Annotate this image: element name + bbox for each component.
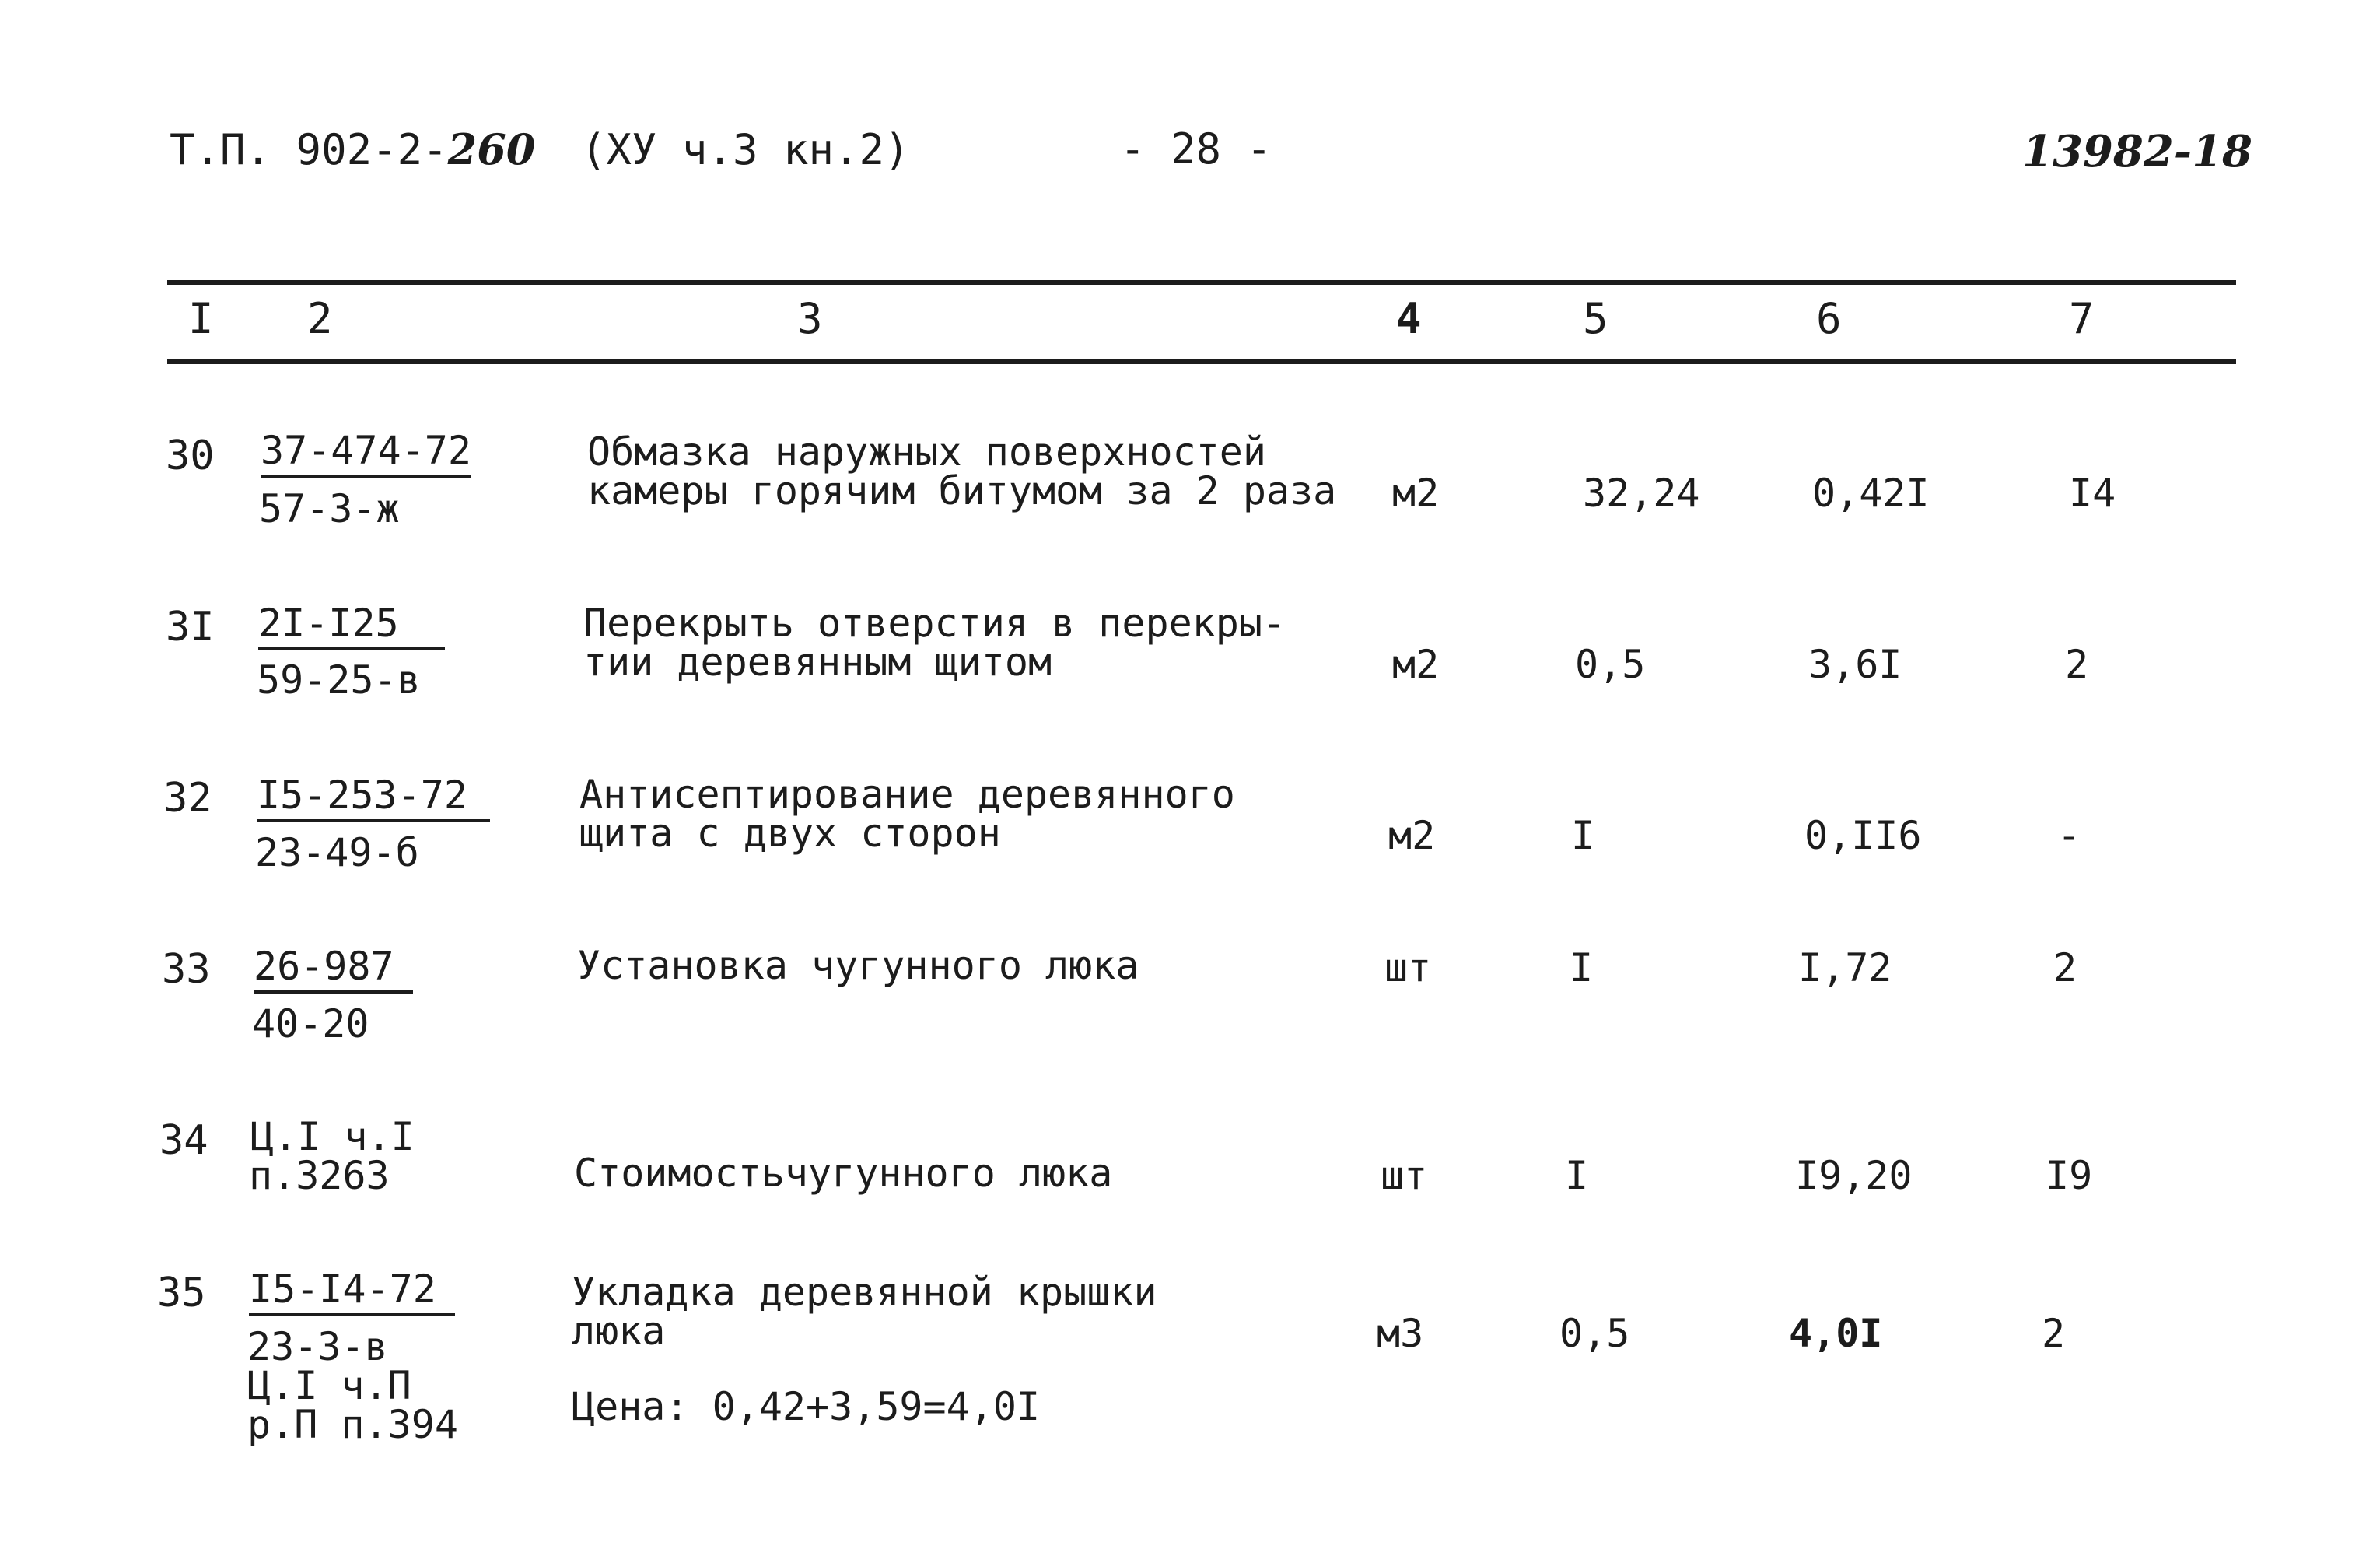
column-header-5: 5 [1583,294,1608,343]
rate-code: I5-253-72 [257,773,490,822]
unit: шт [1384,945,1432,990]
unit-price: 0,42I [1812,471,1930,516]
archive-stamp: 13982-18 [2022,126,2252,177]
quantity: I [1565,1153,1589,1198]
work-description-line: Обмазка наружных поверхностей [587,429,1266,475]
rate-extra: р.П п.394 [247,1402,458,1447]
rate-ref: 23-3-в [247,1324,388,1369]
rate-ref: 23-49-б [255,830,419,875]
rate-extra: Ц.I ч.П [247,1363,411,1408]
column-header-3: 3 [797,294,823,343]
quantity: I [1570,945,1594,990]
unit: м2 [1392,471,1440,516]
rate-ref: 59-25-в [257,657,421,703]
work-description-line: Перекрыть отверстия в перекры- [583,601,1286,646]
row-number: 35 [157,1270,206,1316]
table-header-rule [167,359,2236,364]
work-description-line: Антисептирование деревянного [579,772,1235,817]
work-description-line: люка [572,1309,666,1354]
price-calculation-note: Цена: 0,42+3,59=4,0I [572,1384,1041,1429]
quantity: 0,5 [1559,1311,1630,1356]
page-marker: - 28 - [1120,124,1272,173]
row-number: 3I [166,604,215,650]
column-header-2: 2 [307,294,333,343]
unit-price: 4,0I [1789,1311,1883,1356]
work-description-line: тии деревянным щитом [583,640,1052,685]
row-number: 34 [159,1117,208,1164]
row-number: 30 [166,433,215,479]
unit-price: 0,II6 [1804,813,1922,858]
total-cost: 2 [2065,642,2089,687]
rate-code: I5-I4-72 [249,1267,455,1316]
work-description-line: щита с двух сторон [579,811,1001,856]
unit-price: I,72 [1798,945,1892,990]
rate-code: 37-474-72 [261,428,471,478]
rate-code: 26-987 [254,944,413,994]
document-header [170,124,910,174]
total-cost: I9 [2046,1153,2093,1198]
quantity: I [1571,813,1595,858]
doc-number-handwritten: 260 [447,124,536,174]
rate-ref: п.3263 [249,1153,390,1198]
row-number: 32 [163,775,212,822]
unit-price: 3,6I [1808,642,1902,687]
work-description-line: Стоимостьчугунного люка [574,1151,1113,1196]
total-cost: - [2057,813,2081,858]
total-cost: I4 [2069,471,2116,516]
doc-prefix: Т.П. 902-2- [170,125,448,174]
total-cost: 2 [2053,945,2077,990]
rate-code: 2I-I25 [258,601,445,650]
unit: шт [1381,1153,1428,1198]
column-header-7: 7 [2069,294,2095,343]
doc-suffix: (ХУ ч.3 кн.2) [580,125,910,174]
column-header-6: 6 [1816,294,1842,343]
table-top-rule [167,280,2236,285]
rate-code: Ц.I ч.I [250,1114,415,1159]
row-number: 33 [162,946,211,993]
rate-ref: 57-3-ж [259,486,400,531]
column-header-4: 4 [1396,294,1422,343]
unit: м2 [1392,642,1440,687]
work-description-line: Установка чугунного люка [577,943,1139,988]
unit: м3 [1377,1311,1424,1356]
unit-price: I9,20 [1795,1153,1913,1198]
column-header-1: I [188,294,214,343]
rate-ref: 40-20 [252,1001,369,1046]
work-description-line: Укладка деревянной крышки [572,1270,1157,1315]
unit: м2 [1388,813,1436,858]
work-description-line: камеры горячим битумом за 2 раза [587,468,1337,513]
quantity: 0,5 [1575,642,1646,687]
total-cost: 2 [2042,1311,2066,1356]
quantity: 32,24 [1583,471,1700,516]
